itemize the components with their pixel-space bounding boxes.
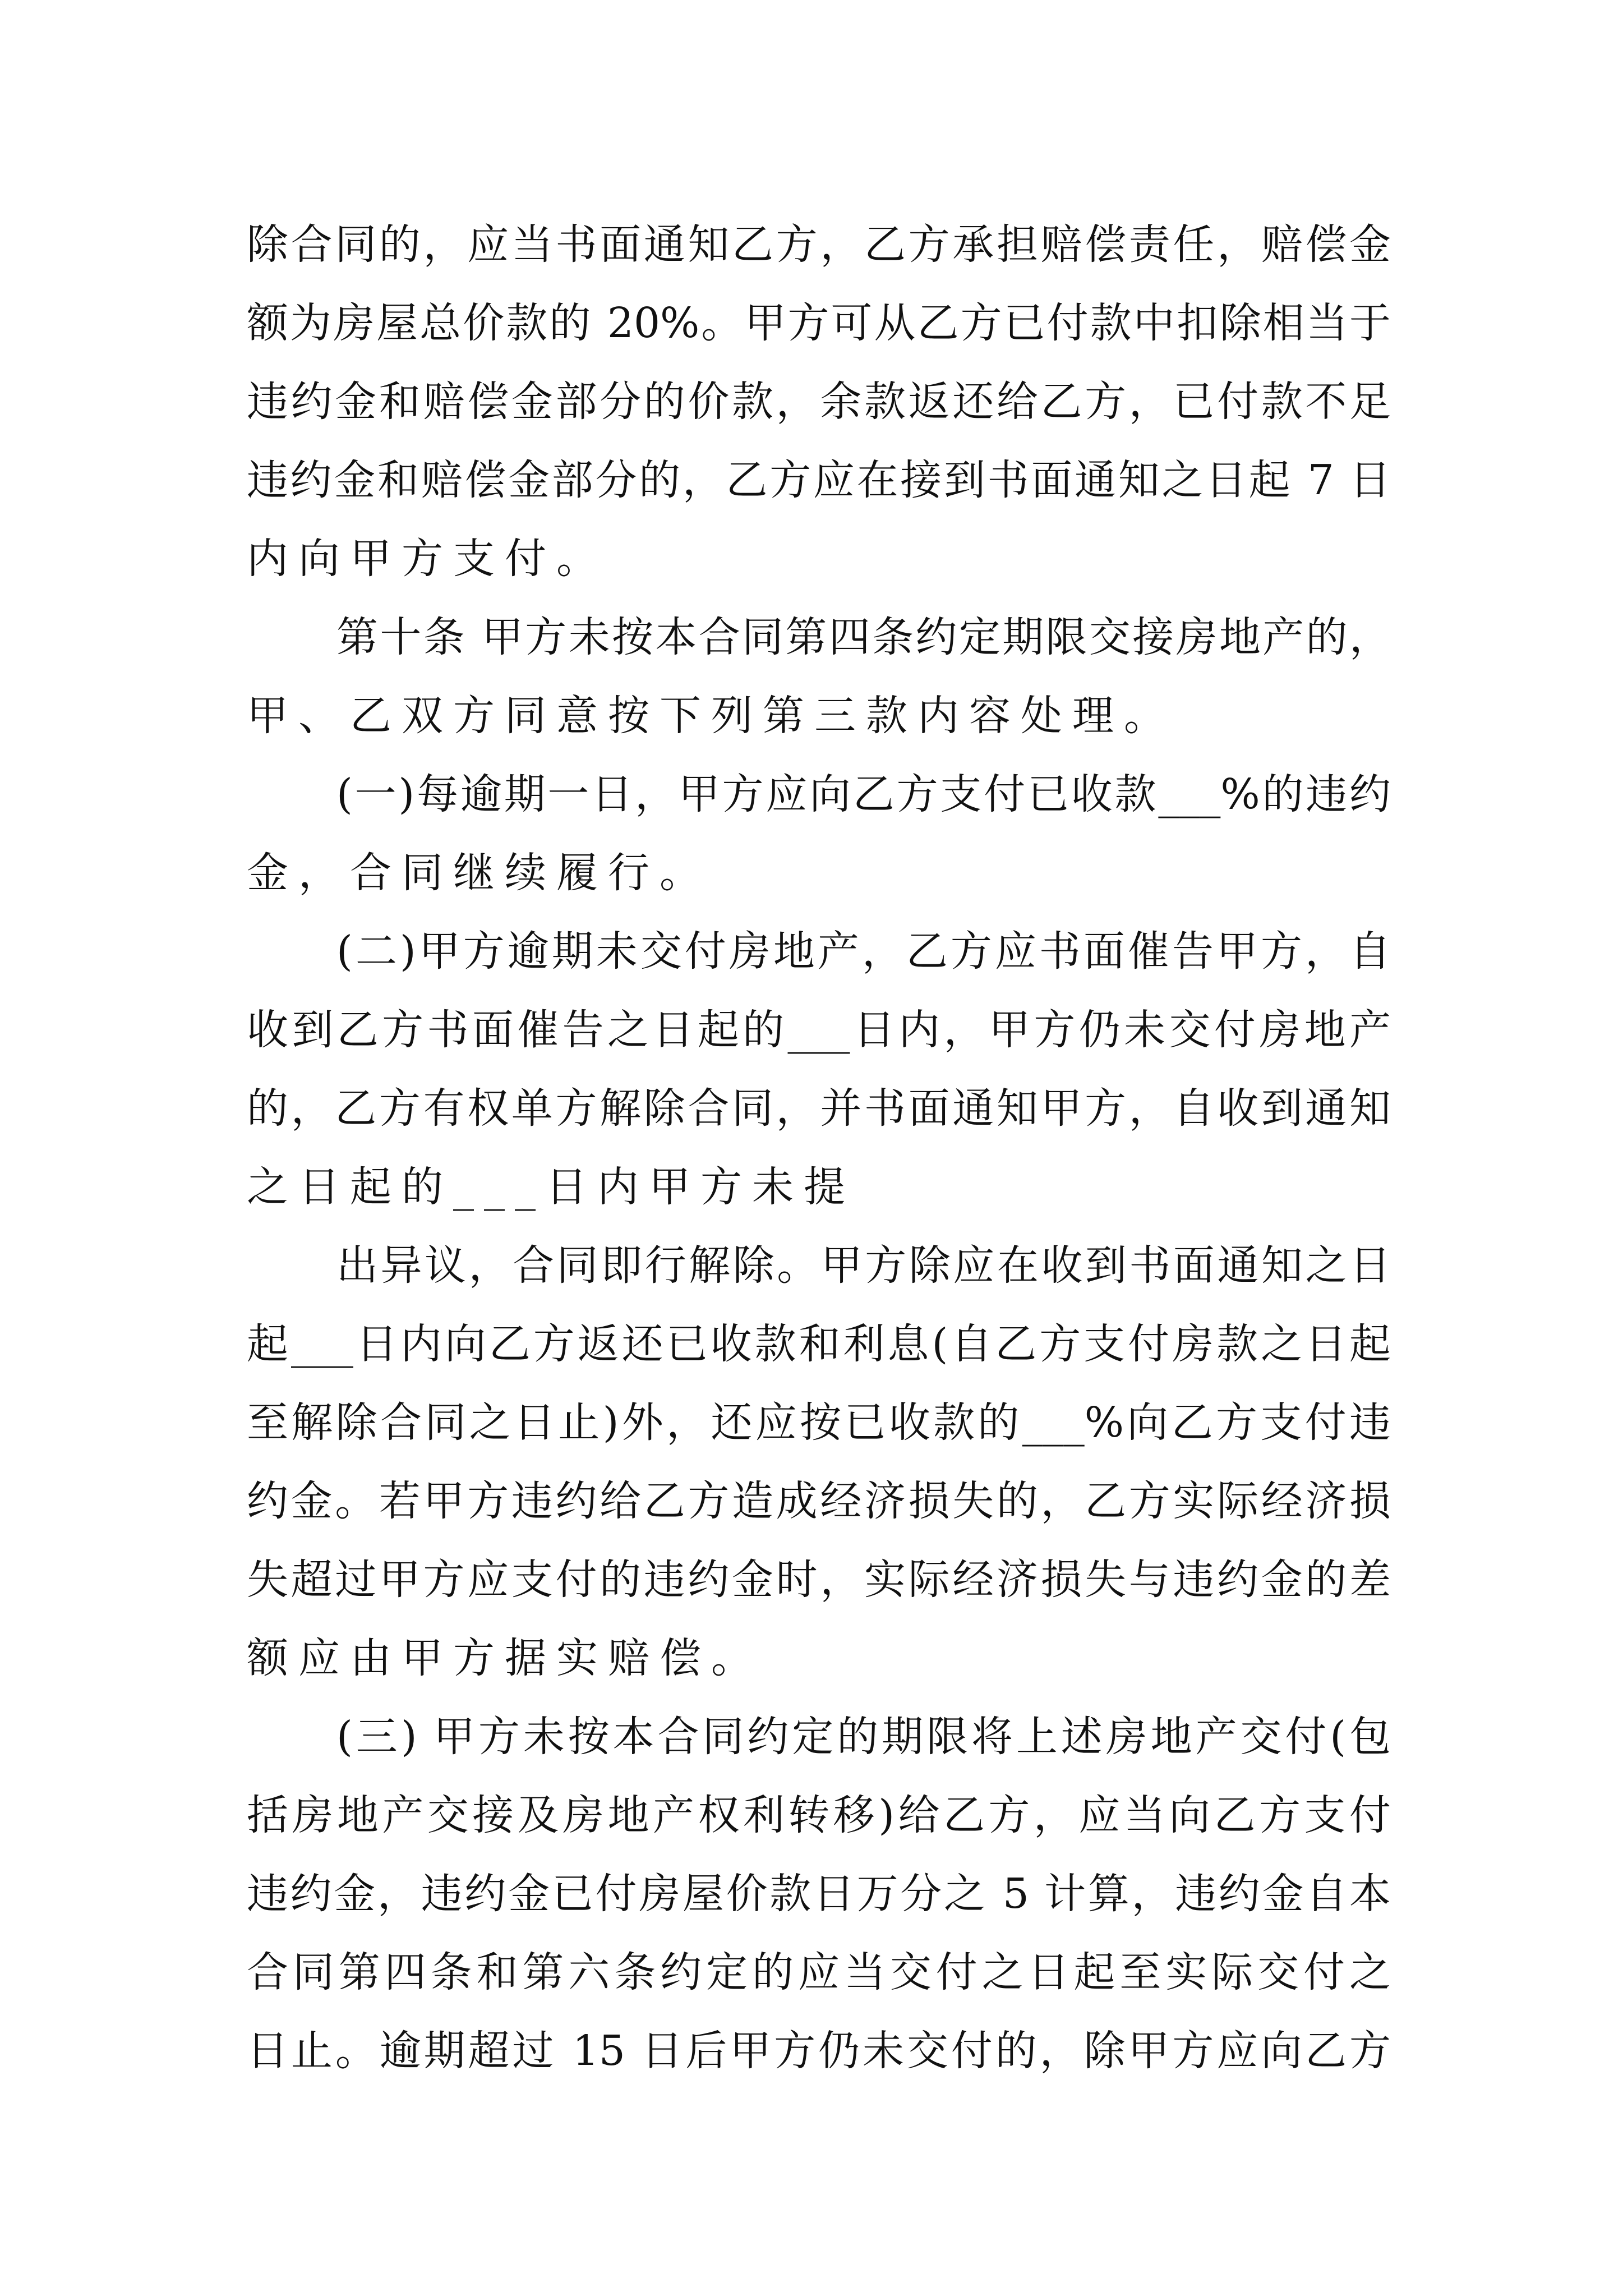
text-line-11: 收到乙方书面催告之日起的___日内，甲方仍未交付房地产	[247, 1006, 1391, 1054]
text-line-3: 违约金和赔偿金部分的价款，余款返还给乙方，已付款不足	[247, 378, 1391, 426]
text-line-16: 至解除合同之日止)外，还应按已收款的___%向乙方支付违	[247, 1398, 1391, 1447]
text-line-19: 额应由甲方据实赔偿。	[247, 1634, 763, 1682]
text-line-21: 括房地产交接及房地产权利转移)给乙方，应当向乙方支付	[247, 1791, 1391, 1839]
text-line-17: 约金。若甲方违约给乙方造成经济损失的，乙方实际经济损	[247, 1477, 1391, 1525]
text-line-18: 失超过甲方应支付的违约金时，实际经济损失与违约金的差	[247, 1556, 1391, 1604]
text-line-23: 合同第四条和第六条约定的应当交付之日起至实际交付之	[247, 1948, 1391, 1996]
text-line-13: 之日起的___日内甲方未提	[247, 1163, 855, 1211]
text-line-8: (一)每逾期一日，甲方应向乙方支付已收款___%的违约	[336, 770, 1391, 818]
text-line-24: 日止。逾期超过 15 日后甲方仍未交付的，除甲方应向乙方	[247, 2027, 1391, 2075]
text-line-6: 第十条 甲方未按本合同第四条约定期限交接房地产的，	[336, 613, 1391, 661]
text-line-9: 金，合同继续履行。	[247, 849, 711, 897]
text-line-5: 内向甲方支付。	[247, 535, 608, 583]
text-line-15: 起___日内向乙方返还已收款和利息(自乙方支付房款之日起	[247, 1320, 1391, 1368]
text-line-20: (三) 甲方未按本合同约定的期限将上述房地产交付(包	[336, 1713, 1391, 1761]
text-line-1: 除合同的，应当书面通知乙方，乙方承担赔偿责任，赔偿金	[247, 220, 1391, 269]
text-line-2: 额为房屋总价款的 20%。甲方可从乙方已付款中扣除相当于	[247, 299, 1391, 347]
text-line-12: 的，乙方有权单方解除合同，并书面通知甲方，自收到通知	[247, 1084, 1391, 1133]
text-line-22: 违约金，违约金已付房屋价款日万分之 5 计算，违约金自本	[247, 1870, 1391, 1918]
text-line-4: 违约金和赔偿金部分的，乙方应在接到书面通知之日起 7 日	[247, 456, 1391, 504]
text-line-10: (二)甲方逾期未交付房地产，乙方应书面催告甲方，自	[336, 927, 1391, 976]
text-line-7: 甲、乙双方同意按下列第三款内容处理。	[247, 692, 1175, 740]
text-line-14: 出异议，合同即行解除。甲方除应在收到书面通知之日	[336, 1241, 1391, 1290]
